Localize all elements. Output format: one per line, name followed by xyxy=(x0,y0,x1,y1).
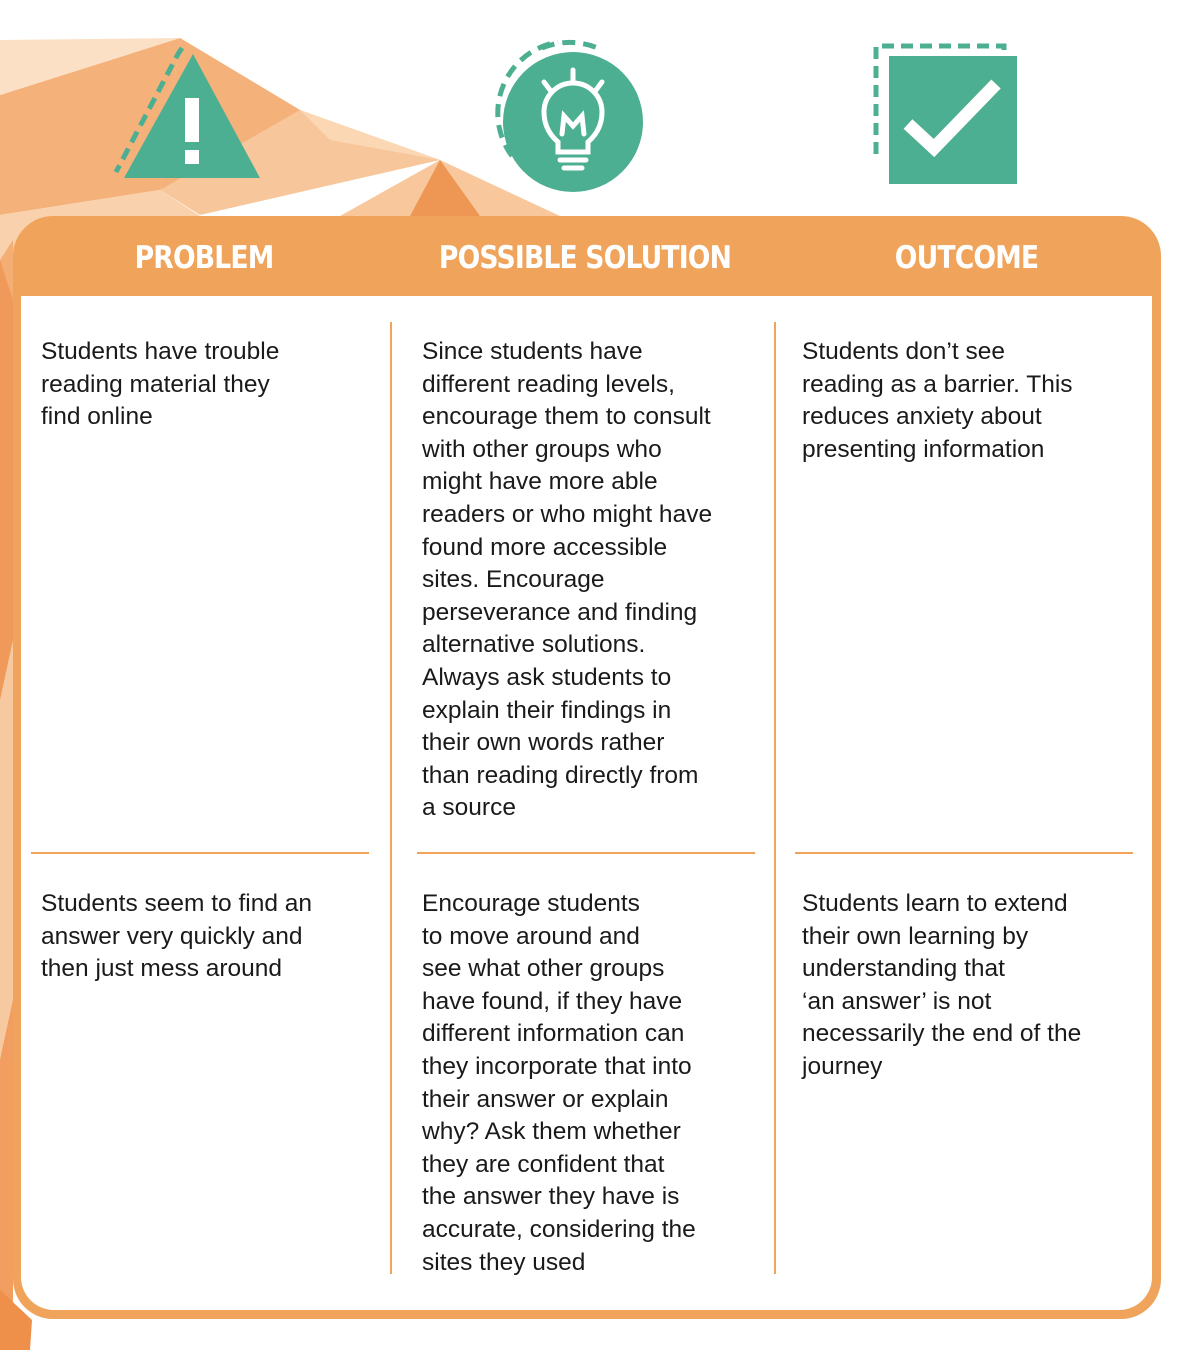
warning-triangle-icon xyxy=(108,36,268,184)
row-divider xyxy=(417,852,755,854)
row-1-outcome: Students don’t see reading as a barrier. This reduces anxiety about presenting information xyxy=(802,338,1073,463)
header-possible-solution: POSSIBLE SOLUTION xyxy=(438,240,732,276)
row-2-problem: Students seem to find an answer very quickly and then just mess around xyxy=(41,890,313,983)
lightbulb-icon xyxy=(484,38,648,194)
row-1-solution: Since students have different reading levels, encourage them to consult with other groups who might have more able readers or who might have found more accessible sites. Encourage perseverance and finding alternative solutions. Always ask students to explain their findings in their own words rather than reading directly from a source xyxy=(422,338,713,822)
column-divider xyxy=(774,322,776,1274)
checkbox-check-icon xyxy=(868,40,1024,188)
header-outcome: OUTCOME xyxy=(894,240,1039,276)
header-problem: PROBLEM xyxy=(134,240,274,276)
row-1-problem: Students have trouble reading material they find online xyxy=(41,338,280,431)
row-2-solution: Encourage students to move around and see what other groups have found, if they have different information can they incorporate that into their answer or explain why? Ask them whether they are confident that the answer they have is accurate, considering the sites they used xyxy=(422,890,696,1276)
column-divider xyxy=(390,322,392,1274)
row-divider xyxy=(31,852,369,854)
row-2-outcome: Students learn to extend their own learning by understanding that ‘an answer’ is not necessarily the end of the journey xyxy=(802,890,1082,1080)
problem-solution-table xyxy=(13,216,1161,1319)
row-divider xyxy=(795,852,1133,854)
